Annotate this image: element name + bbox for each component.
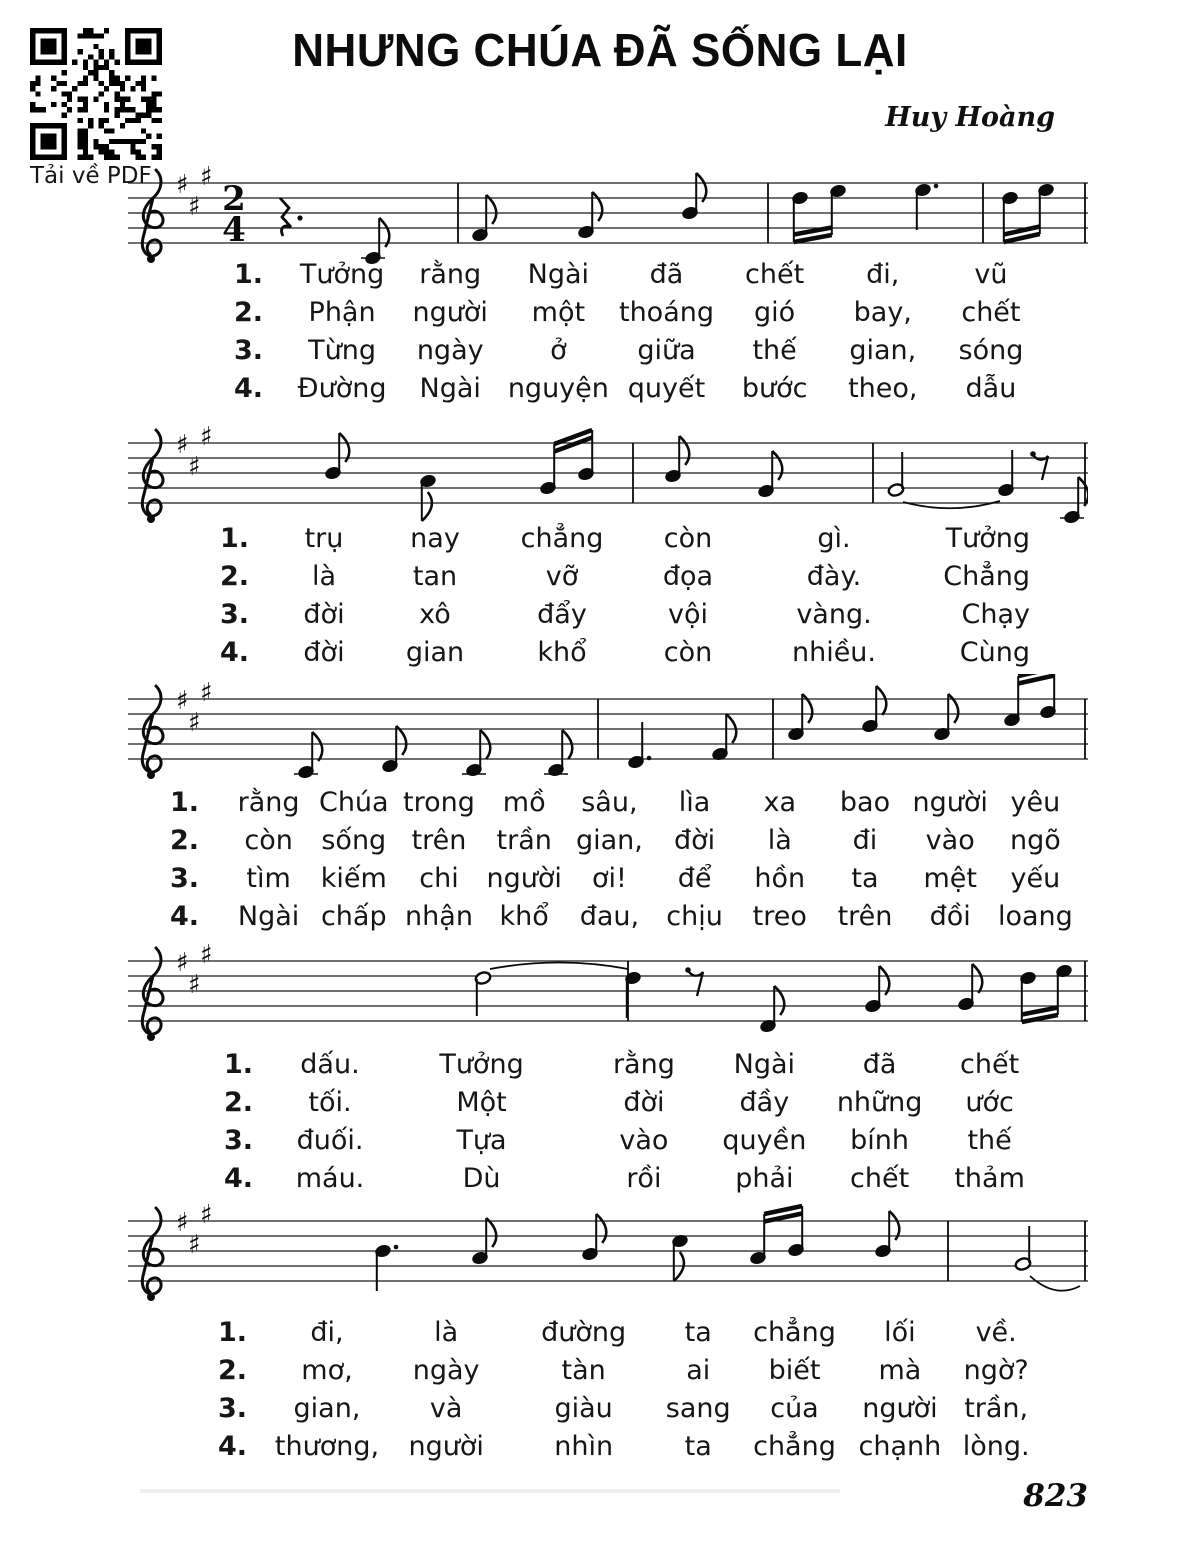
lyric-word: bính [850, 1125, 910, 1156]
time-signature: 4 [222, 210, 246, 250]
lyric-word: ngõ [1010, 825, 1061, 856]
lyric-line [230, 256, 1045, 294]
verse-number: 1. [234, 259, 264, 290]
lyric-word: vàng. [796, 599, 872, 630]
sharp-icon: ♯ [200, 162, 213, 192]
lyric-word: là [767, 825, 792, 856]
treble-clef-icon [142, 170, 163, 263]
lyric-word: chẳng [520, 523, 604, 554]
staff-system-4 [128, 936, 1088, 1051]
lyric-word: chi [419, 863, 459, 894]
lyric-word: người [412, 297, 488, 328]
verse-number: 4. [170, 901, 200, 932]
lyric-line [166, 860, 1078, 898]
lyric-word: trên [837, 901, 893, 932]
treble-clef-icon [142, 1208, 163, 1301]
sharp-icon: ♯ [200, 422, 213, 452]
sharp-icon: ♯ [200, 940, 213, 970]
lyric-word: một [531, 297, 586, 328]
sharp-icon: ♯ [176, 948, 189, 978]
verse-number: 2. [170, 825, 200, 856]
lyric-line [216, 596, 1034, 634]
treble-clef-icon [142, 686, 163, 779]
lyric-word: yếu [1010, 863, 1061, 894]
lyric-word: nguyện [507, 373, 609, 404]
qr-caption[interactable]: Tải về PDF [30, 163, 152, 189]
lyric-line [214, 1390, 1042, 1428]
lyric-line [220, 1084, 1042, 1122]
lyric-word: vào [619, 1125, 669, 1156]
verse-number: 3. [224, 1125, 254, 1156]
lyric-word: vũ [974, 259, 1008, 290]
lyric-word: người [912, 787, 988, 818]
music-notation-svg [128, 418, 1088, 533]
lyric-word: gian, [849, 335, 917, 366]
lyric-word: gian, [575, 825, 643, 856]
lyric-word: ngày [416, 335, 484, 366]
lyric-word: trụ [304, 523, 344, 554]
lyric-line [230, 294, 1045, 332]
lyric-word: Chúa [318, 787, 389, 818]
lyric-line [166, 822, 1078, 860]
lyric-word: sang [665, 1393, 731, 1424]
lyric-word: mệt [923, 863, 977, 894]
lyric-word: Ngài [733, 1049, 796, 1080]
verse-number: 4. [218, 1431, 248, 1462]
lyric-word: đầy [739, 1087, 790, 1118]
lyric-word: Ngài [527, 259, 590, 290]
lyric-word: đọa [662, 561, 714, 592]
lyric-word: ơi! [591, 863, 627, 894]
lyric-word: thế [967, 1125, 1012, 1156]
lyric-word: chạnh [858, 1431, 942, 1462]
lyric-word: Tưởng [439, 1049, 524, 1080]
scan-artifact [140, 1489, 840, 1493]
lyric-word: người [486, 863, 562, 894]
lyric-word: lìa [678, 787, 711, 818]
lyric-word: ta [684, 1431, 712, 1462]
lyric-word: bước [741, 373, 808, 404]
lyric-word: Tựa [456, 1125, 507, 1156]
lyric-word: đời [623, 1087, 665, 1118]
lyric-word: biết [768, 1355, 821, 1386]
lyric-word: lòng. [962, 1431, 1030, 1462]
music-notation-svg [128, 936, 1088, 1051]
sharp-icon: ♯ [188, 452, 201, 482]
lyrics-block-3 [166, 784, 1078, 936]
verse-number: 2. [218, 1355, 248, 1386]
lyric-word: phải [735, 1163, 794, 1194]
lyric-word: thoáng [618, 297, 714, 328]
lyric-word: là [434, 1317, 459, 1348]
lyric-line [216, 520, 1034, 558]
lyric-word: ta [851, 863, 879, 894]
lyric-word: còn [663, 637, 713, 668]
verse-number: 4. [224, 1163, 254, 1194]
lyric-word: loang [997, 901, 1073, 932]
lyric-word: và [429, 1393, 463, 1424]
lyric-word: trên [411, 825, 467, 856]
lyric-word: đồi [929, 901, 971, 932]
tie-slur [903, 501, 1000, 508]
lyric-word: Một [456, 1087, 507, 1118]
lyric-word: người [862, 1393, 938, 1424]
lyric-word: đẩy [537, 599, 587, 630]
lyric-word: sâu, [581, 787, 638, 818]
lyric-word: gì. [817, 523, 851, 554]
composer: Huy Hoàng [885, 102, 1055, 133]
staff-system-5 [128, 1196, 1088, 1311]
lyric-word: chẳng [753, 1317, 836, 1348]
lyric-word: theo, [848, 373, 918, 404]
lyric-word: chết [960, 1049, 1020, 1080]
lyric-line [230, 332, 1045, 370]
verse-number: 2. [220, 561, 250, 592]
lyric-word: đời [303, 599, 345, 630]
lyric-word: ai [686, 1355, 711, 1386]
lyric-word: quyền [722, 1125, 807, 1156]
lyric-word: đi, [866, 259, 900, 290]
lyric-word: tìm [246, 863, 291, 894]
lyric-word: còn [663, 523, 713, 554]
lyric-word: vội [668, 599, 708, 630]
lyric-word: ngờ? [963, 1355, 1029, 1386]
lyric-word: những [836, 1087, 923, 1118]
lyric-word: đã [862, 1049, 897, 1080]
sharp-icon: ♯ [176, 430, 189, 460]
lyric-line [166, 898, 1078, 936]
verse-number: 4. [234, 373, 264, 404]
lyric-word: đời [674, 825, 716, 856]
lyric-word: giàu [554, 1393, 613, 1424]
lyric-word: khổ [537, 637, 587, 668]
lyric-word: vào [925, 825, 975, 856]
lyric-word: yêu [1010, 787, 1061, 818]
lyric-word: ta [684, 1317, 712, 1348]
sharp-icon: ♯ [188, 970, 201, 1000]
lyric-word: của [770, 1393, 819, 1424]
lyric-word: dấu. [300, 1049, 360, 1080]
lyric-word: đã [649, 259, 684, 290]
lyric-line [230, 370, 1045, 408]
lyric-word: chết [745, 259, 805, 290]
lyric-line [220, 1160, 1042, 1198]
lyric-word: bao [839, 787, 891, 818]
verse-number: 1. [224, 1049, 254, 1080]
lyric-word: thương, [274, 1431, 380, 1462]
lyric-word: mà [878, 1355, 922, 1386]
verse-number: 3. [218, 1393, 248, 1424]
lyric-word: ở [550, 335, 567, 366]
lyric-word: tàn [561, 1355, 606, 1386]
lyrics-block-4 [220, 1046, 1042, 1198]
lyric-word: xô [419, 599, 451, 630]
page-number: 823 [1023, 1478, 1088, 1514]
lyric-word: gian [405, 637, 465, 668]
lyric-word: đau, [579, 901, 640, 932]
lyric-word: chẳng [753, 1431, 836, 1462]
sharp-icon: ♯ [188, 708, 201, 738]
lyric-word: xa [763, 787, 797, 818]
sharp-icon: ♯ [200, 678, 213, 708]
lyric-word: khổ [499, 901, 549, 932]
lyric-word: thảm [954, 1163, 1025, 1194]
lyric-word: kiếm [320, 863, 387, 894]
treble-clef-icon [142, 948, 163, 1041]
lyric-word: Ngài [237, 901, 300, 932]
lyric-word: về. [975, 1317, 1017, 1348]
sharp-icon: ♯ [188, 1230, 201, 1260]
verse-number: 1. [218, 1317, 248, 1348]
lyrics-block-2 [216, 520, 1034, 672]
lyric-word: trần, [964, 1393, 1029, 1424]
sharp-icon: ♯ [188, 192, 201, 222]
lyric-word: mồ [502, 787, 546, 818]
lyric-word: quyết [627, 373, 706, 404]
lyric-line [216, 558, 1034, 596]
lyric-word: Chạy [961, 599, 1030, 630]
verse-number: 1. [170, 787, 200, 818]
sharp-icon: ♯ [176, 1208, 189, 1238]
lyric-line [220, 1046, 1042, 1084]
lyric-word: nhiều. [791, 637, 877, 668]
lyric-word: sóng [958, 335, 1024, 366]
lyric-word: đày. [806, 561, 862, 592]
lyric-word: tối. [308, 1087, 352, 1118]
page-title: NHƯNG CHÚA ĐÃ SỐNG LẠI [292, 24, 908, 77]
lyric-word: hồn [754, 863, 806, 894]
lyric-word: chết [850, 1163, 910, 1194]
lyric-word: đường [541, 1317, 627, 1348]
lyric-word: dẫu [965, 373, 1017, 404]
verse-number: 4. [220, 637, 250, 668]
lyric-word: Đường [297, 373, 387, 404]
lyric-word: gió [754, 297, 796, 328]
lyric-word: người [408, 1431, 484, 1462]
sharp-icon: ♯ [200, 1200, 213, 1230]
lyric-word: nay [410, 523, 460, 554]
sharp-icon: ♯ [176, 686, 189, 716]
lyric-word: rằng [237, 787, 300, 818]
lyric-word: vỡ [545, 561, 579, 592]
lyric-line [214, 1428, 1042, 1466]
verse-number: 3. [170, 863, 200, 894]
lyric-word: ước [965, 1087, 1014, 1118]
verse-number: 1. [220, 523, 250, 554]
sharp-icon: ♯ [176, 170, 189, 200]
lyric-word: là [311, 561, 337, 592]
tie-slur [1030, 1276, 1080, 1291]
lyric-word: để [677, 863, 712, 894]
lyric-word: Dù [462, 1163, 501, 1194]
lyric-word: đi, [310, 1317, 344, 1348]
tie-slur [490, 963, 628, 970]
verse-number: 2. [224, 1087, 254, 1118]
lyric-line [214, 1314, 1042, 1352]
lyric-word: nhận [405, 901, 473, 932]
lyric-word: đời [303, 637, 345, 668]
lyrics-block-5 [214, 1314, 1042, 1466]
lyric-word: rằng [419, 259, 482, 290]
lyric-word: chết [961, 297, 1021, 328]
lyric-word: bay, [853, 297, 912, 328]
music-notation-svg [128, 1196, 1088, 1311]
lyric-word: tan [412, 561, 458, 592]
staff-system-2 [128, 418, 1088, 533]
lyric-word: Tưởng [299, 259, 385, 290]
lyric-word: còn [244, 825, 293, 856]
lyric-word: Chẳng [943, 561, 1030, 592]
lyric-line [166, 784, 1078, 822]
lyric-word: chấp [320, 901, 387, 932]
verse-number: 2. [234, 297, 264, 328]
lyric-word: đi [852, 825, 878, 856]
verse-number: 3. [220, 599, 250, 630]
lyric-word: Cùng [959, 637, 1030, 668]
lyric-word: treo [752, 901, 807, 932]
lyric-word: ngày [412, 1355, 480, 1386]
lyric-line [216, 634, 1034, 672]
quarter-rest-icon [280, 198, 291, 236]
lyric-word: máu. [295, 1163, 365, 1194]
lyric-word: Phận [308, 297, 376, 328]
lyric-word: đuối. [296, 1125, 364, 1156]
lyric-word: mơ, [301, 1355, 353, 1386]
lyrics-block-1 [230, 256, 1045, 408]
lyric-word: giữa [637, 335, 696, 366]
lyric-word: Ngài [419, 373, 481, 404]
lyric-word: gian, [293, 1393, 361, 1424]
verse-number: 3. [234, 335, 264, 366]
lyric-word: rồi [626, 1163, 662, 1194]
staff-system-3 [128, 674, 1088, 789]
lyric-word: trong [403, 787, 475, 818]
treble-clef-icon [142, 430, 163, 523]
lyric-word: thế [752, 335, 797, 366]
lyric-word: trần [496, 825, 552, 856]
time-signature: 2 [222, 179, 246, 219]
lyric-word: sống [321, 825, 387, 856]
lyric-word: Tưởng [945, 523, 1030, 554]
lyric-word: rằng [612, 1049, 675, 1080]
music-notation-svg [128, 674, 1088, 789]
lyric-line [220, 1122, 1042, 1160]
lyric-word: chịu [666, 901, 723, 932]
lyric-word: lối [884, 1317, 916, 1348]
lyric-word: Từng [308, 335, 376, 366]
lyric-word: nhìn [554, 1431, 614, 1462]
lyric-line [214, 1352, 1042, 1390]
